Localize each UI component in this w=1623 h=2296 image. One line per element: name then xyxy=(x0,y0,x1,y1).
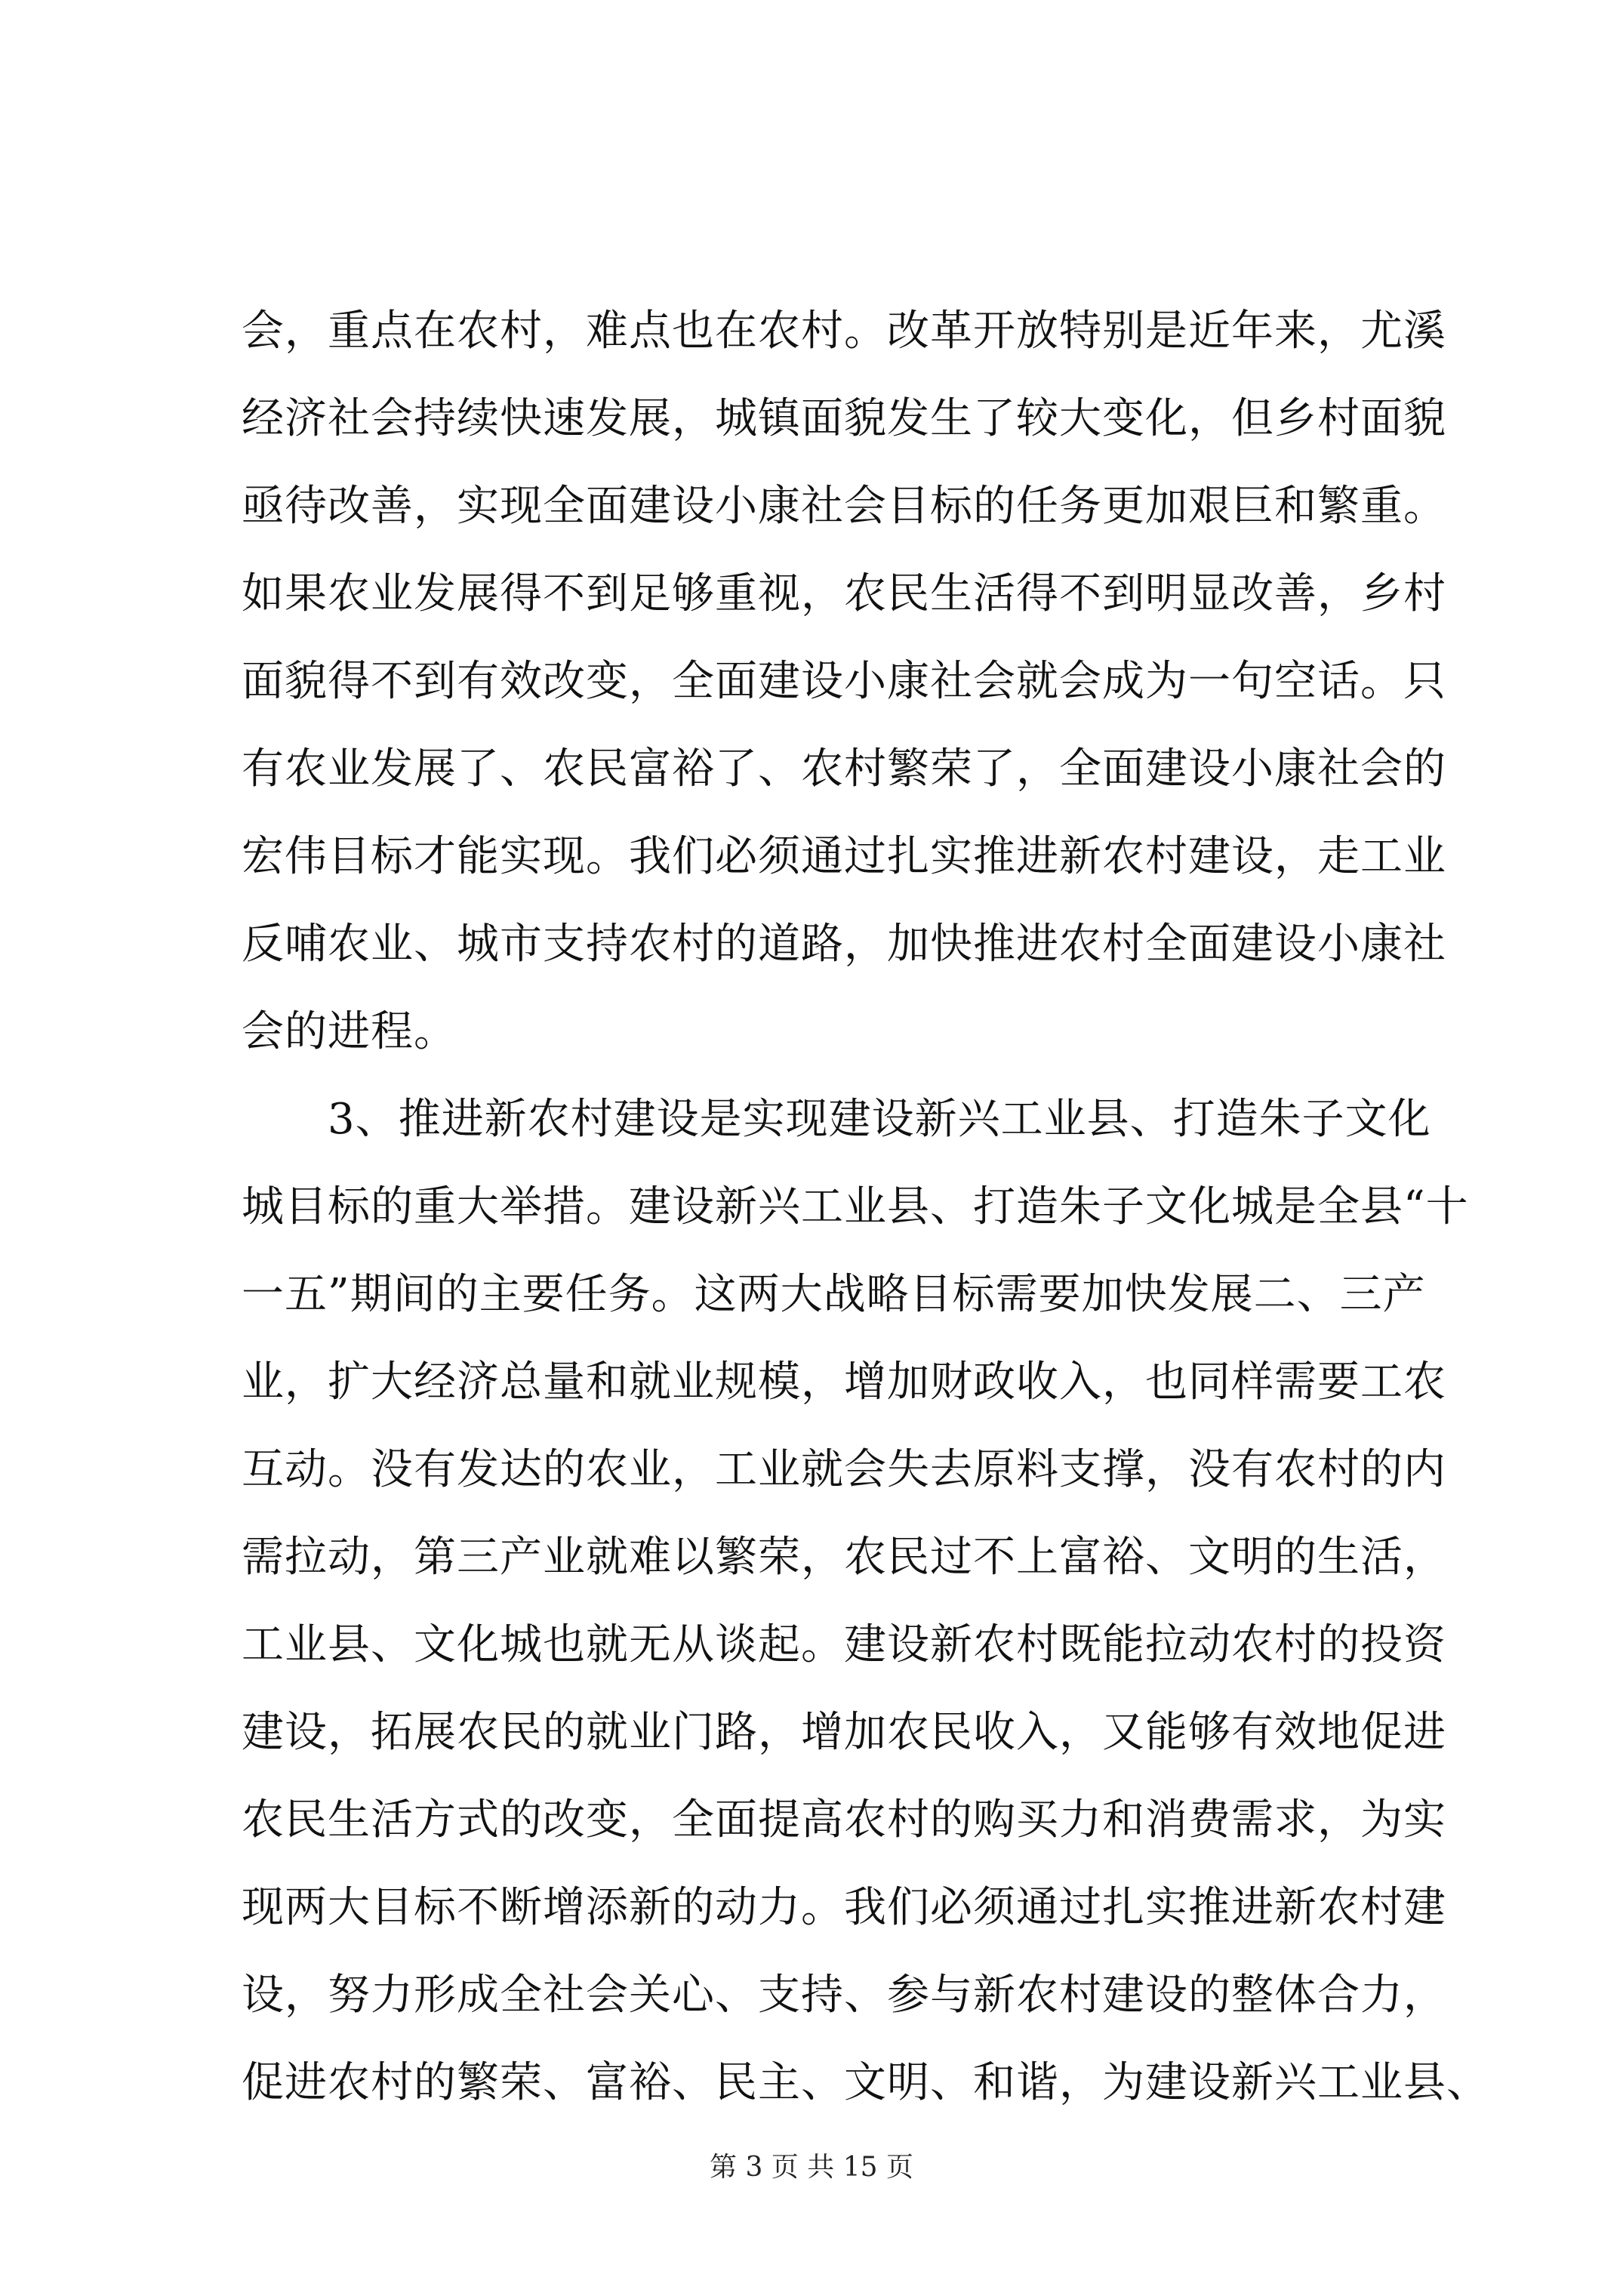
body-text-line: 现两大目标不断增添新的动力。我们必须通过扎实推进新农村建 xyxy=(242,1883,1446,1932)
body-text-line: 农民生活方式的改变，全面提高农村的购买力和消费需求，为实 xyxy=(242,1795,1446,1845)
body-text-line: 一五”期间的主要任务。这两大战略目标需要加快发展二、三产 xyxy=(242,1270,1426,1319)
body-text-line: 宏伟目标才能实现。我们必须通过扎实推进新农村建设，走工业 xyxy=(242,832,1446,881)
body-text-line: 会，重点在农村，难点也在农村。改革开放特别是近年来，尤溪 xyxy=(242,307,1446,356)
body-text-line: 经济社会持续快速发展，城镇面貌发生了较大变化，但乡村面貌 xyxy=(242,394,1446,443)
body-text-line: 会的进程。 xyxy=(242,1007,457,1056)
body-text-line: 促进农村的繁荣、富裕、民主、文明、和谐，为建设新兴工业县、 xyxy=(242,2058,1489,2107)
body-text-line: 建设，拓展农民的就业门路，增加农民收入，又能够有效地促进 xyxy=(242,1708,1446,1757)
body-text-line: 工业县、文化城也就无从谈起。建设新农村既能拉动农村的投资 xyxy=(242,1620,1446,1669)
body-text-line: 需拉动，第三产业就难以繁荣，农民过不上富裕、文明的生活， xyxy=(242,1533,1446,1582)
body-text-line: 面貌得不到有效改变，全面建设小康社会就会成为一句空话。只 xyxy=(242,657,1446,706)
body-text-line: 3、推进新农村建设是实现建设新兴工业县、打造朱子文化 xyxy=(242,1095,1431,1144)
body-text-line: 互动。没有发达的农业，工业就会失去原料支撑，没有农村的内 xyxy=(242,1445,1446,1494)
body-text-line: 设，努力形成全社会关心、支持、参与新农村建设的整体合力， xyxy=(242,1971,1446,2020)
body-text-line: 反哺农业、城市支持农村的道路，加快推进农村全面建设小康社 xyxy=(242,920,1446,969)
body-text-line: 如果农业发展得不到足够重视，农民生活得不到明显改善，乡村 xyxy=(242,569,1446,618)
body-text-line: 业，扩大经济总量和就业规模，增加财政收入，也同样需要工农 xyxy=(242,1358,1446,1407)
page-footer: 第 3 页 共 15 页 xyxy=(710,2152,913,2183)
body-text-line: 城目标的重大举措。建设新兴工业县、打造朱子文化城是全县“十 xyxy=(242,1182,1469,1231)
body-text-line: 亟待改善，实现全面建设小康社会目标的任务更加艰巨和繁重。 xyxy=(242,482,1446,531)
body-text-line: 有农业发展了、农民富裕了、农村繁荣了，全面建设小康社会的 xyxy=(242,744,1446,794)
